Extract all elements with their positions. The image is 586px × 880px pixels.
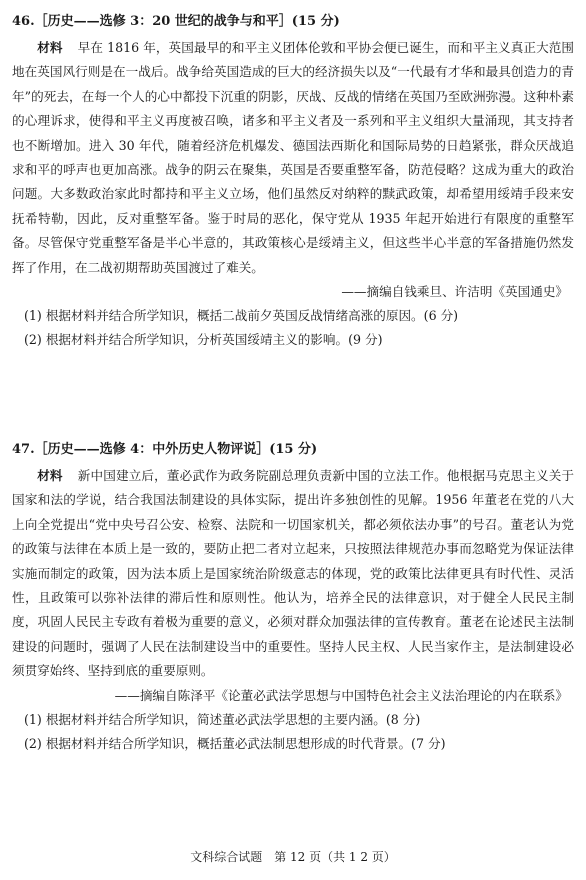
question-47: [12, 440, 574, 756]
question-47-sub-1: (1) 根据材料并结合所学知识，简述董必武法学思想的主要内涵。(8 分): [24, 711, 421, 727]
question-46-sub-1: (1) 根据材料并结合所学知识，概括二战前夕英国反战情绪高涨的原因。(6 分): [24, 308, 459, 324]
question-46-sub-2: (2) 根据材料并结合所学知识，分析英国绥靖主义的影响。(9 分): [24, 332, 383, 348]
question-47-source: ——摘编自陈泽平《论董必武法学思想与中国特色社会主义法治理论的内在联系》: [114, 687, 568, 703]
question-46-material-text: 早在 1816 年，英国最早的和平主义团体伦敦和平协会便已诞生，而和平主义真正大范围地在英国风行则是在一战后。战争给英国造成的巨大的经济损失以及“一代最有才华和最具创造力的青年”的死去，在每一个人的心中都投下沉重的阴影，厌战、反战的情绪在英国乃至欧洲弥漫。这种朴素的心理诉求，使得和平主义再度被召唤，诸多和平主义者及一系列和平主义组织大量涌现，其支持者也不断增加。进入 30 年代，随着经济危机爆发、德国法西斯化和国际局势的日趋紧张，群众厌战追求和平的呼声也更加高涨。战争的阴云在聚集，英国是否要重整军备，防范侵略？这成为重大的政治问题。大多数政治家此时都持和平主义立场，他们虽然反对纳粹的黩武政策，却希望用绥靖手段来安抚希特勒，因此，反对重整军备。鉴于时局的恶化，保守党从 1935 年起开始进行有限度的重整军备。尽管保守党重整军备是半心半意的，其政策核心是绥靖主义，但这些半心半意的军备措施仍然发挥了作用，在二战初期帮助英国渡过了难关。: [12, 40, 575, 275]
question-46-title: 46.［历史——选修 3：20 世纪的战争与和平］(15 分): [12, 14, 340, 29]
question-46-material: [12, 36, 574, 280]
question-47-sub-2: (2) 根据材料并结合所学知识，概括董必武法制思想形成的时代背景。(7 分): [24, 735, 446, 751]
material-label: 材料: [37, 40, 63, 55]
question-47-material: [12, 464, 574, 684]
question-47-material-text: 新中国建立后，董必武作为政务院副总理负责新中国的立法工作。他根据马克思主义关于国家和法的学说，结合我国法制建设的具体实际，提出许多独创性的见解。1956 年董老在党的八大上向全党提出“党中央号召公安、检察、法院和一切国家机关，都必须依法办事”的号召。董老认为党的政策与法律在本质上是一致的，要防止把二者对立起来，只按照法律规范办事而忽略党为保证法律实施而制定的政策，因为法本质上是国家统治阶级意志的体现，党的政策比法律更具有时代性、灵活性，且政策可以弥补法律的滞后性和原则性。他认为，培养全民的法律意识，对于健全人民民主制度，巩固人民民主专政有着极为重要的意义，必须对群众加强法律的宣传教育。董老在论述民主法制建设的问题时，强调了人民在法制建设当中的重要性。坚持人民主权、人民当家作主，是法制建设必须贯穿始终、坚持到底的重要原则。: [12, 468, 575, 679]
material-label: 材料: [37, 468, 63, 483]
question-47-title: 47.［历史——选修 4：中外历史人物评说］(15 分): [12, 442, 318, 457]
page-footer: 文科综合试题 第 12 页（共 1 2 页）: [190, 850, 396, 864]
question-46: [12, 12, 574, 352]
question-46-source: ——摘编自钱乘旦、许洁明《英国通史》: [341, 284, 568, 300]
